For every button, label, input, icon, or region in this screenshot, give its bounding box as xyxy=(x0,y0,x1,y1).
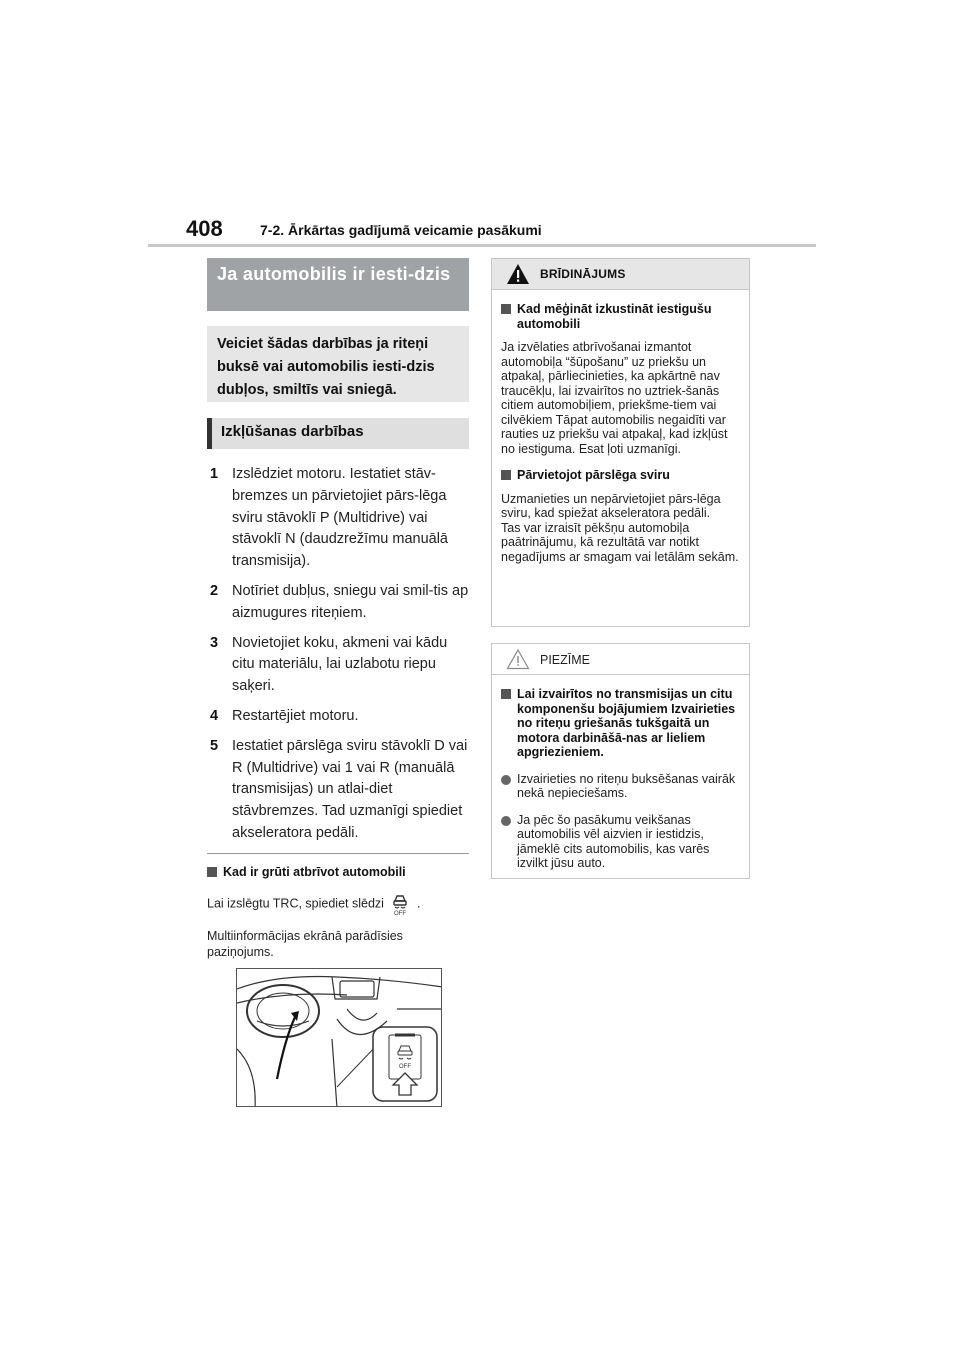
section-title: Ja automobilis ir iesti-dzis xyxy=(207,258,469,311)
step-number: 5 xyxy=(210,737,219,754)
notice-box xyxy=(491,643,750,879)
step-number: 3 xyxy=(210,634,219,651)
step-text: Izslēdziet motoru. Iestatiet stāv-bremzes un pārvietojiet pārs-lēga sviru stāvoklī P (Multidrive) vai stāvoklī N (daudzrežīmu manuālā transmisija). xyxy=(232,466,448,570)
warning-title: BRĪDINĀJUMS xyxy=(540,267,626,281)
subheading xyxy=(207,418,469,449)
svg-text:OFF: OFF xyxy=(399,1064,411,1070)
lead-text: Veiciet šādas darbības ja riteņi buksē vai automobilis iesti-dzis dubļos, smiltīs vai sniegā. xyxy=(207,326,469,402)
square-bullet-icon xyxy=(501,470,511,480)
square-bullet-icon xyxy=(501,304,511,314)
subheading-bar xyxy=(207,418,212,449)
square-bullet-icon xyxy=(501,689,511,699)
round-bullet-icon xyxy=(501,775,511,785)
warning-heading-2: Pārvietojot pārslēga sviru xyxy=(501,468,742,483)
square-bullet-icon xyxy=(207,867,217,877)
note-heading: Kad ir grūti atbrīvot automobili xyxy=(207,864,469,880)
step-number: 4 xyxy=(210,707,219,724)
step-number: 1 xyxy=(210,466,219,482)
step-number: 2 xyxy=(210,582,219,599)
section-divider xyxy=(207,853,469,854)
step-text: Restartējiet motoru. xyxy=(232,707,359,724)
subheading-text: Izkļūšanas darbības xyxy=(221,423,364,440)
switch-callout xyxy=(373,1027,437,1101)
warning-title-bar xyxy=(492,259,749,290)
caution-triangle-icon xyxy=(506,648,530,670)
step-text: Notīriet dubļus, sniegu vai smil-tis ap aizmugures riteņiem. xyxy=(232,582,469,621)
steps-list xyxy=(207,464,469,845)
notice-bullet-1: Izvairieties no riteņu buksēšanas vairāk nekā nepieciešams. xyxy=(501,772,742,801)
right-column xyxy=(491,258,750,879)
warning-text-2: Uzmanieties un nepārvietojiet pārs-lēga sviru, kad spiežat akseleratora pedāli. xyxy=(501,491,721,520)
warning-heading-1: Kad mēģināt izkustināt iestigušu automobili xyxy=(501,302,742,331)
note-paragraph-2: Multiinformācijas ekrānā parādīsies paziņojums. xyxy=(207,928,403,959)
note-paragraph: Lai izslēgtu TRC, spiediet slēdzi OFF . xyxy=(207,892,469,916)
step-item xyxy=(207,706,469,728)
dashboard-illustration xyxy=(236,968,442,1107)
warning-text-3: Tas var izraisīt pēkšņu automobiļa paātrinājumu, kā rezultātā var notikt negadījums ar smagam vai letālām sekām. xyxy=(501,520,739,564)
warning-triangle-icon xyxy=(506,263,530,285)
header-rule xyxy=(148,244,816,247)
warning-text-1: Ja izvēlaties atbrīvošanai izmantot automobiļa “šūpošanu” uz priekšu un atpakaļ, pārliecinieties, ka apkārtnē nav traucēkļu, lai izvairītos no uztriek-šanās citiem automobiļiem, priekšme-tiem vai cilvēkiem Tāpat automobilis negaidīti var rauties uz priekšu vai atpakaļ, kad izkļūst no iestiguma. Esat ļoti uzmanīgi. xyxy=(501,340,728,456)
step-item xyxy=(207,633,469,698)
svg-text:OFF: OFF xyxy=(394,910,407,916)
steering-wheel-icon xyxy=(247,985,319,1037)
dashboard-drawing xyxy=(237,969,442,1107)
warning-box xyxy=(491,258,750,627)
chapter-title: 7-2. Ārkārtas gadījumā veicamie pasākumi xyxy=(260,222,542,238)
step-item xyxy=(207,736,469,845)
step-item xyxy=(207,581,469,625)
step-text: Novietojiet koku, akmeni vai kādu citu materiālu, lai uzlabotu riepu saķeri. xyxy=(232,634,448,695)
notice-title-bar xyxy=(492,644,749,675)
round-bullet-icon xyxy=(501,816,511,826)
step-item xyxy=(207,464,469,573)
notice-bullet-2: Ja pēc šo pasākumu veikšanas automobilis vēl aizvien ir iestidzis, jāmeklē cits automobilis, kas varēs izvilkt jūsu auto. xyxy=(501,813,742,871)
trc-off-icon xyxy=(389,892,411,916)
notice-heading: Lai izvairītos no transmisijas un citu komponenšu bojājumiem Izvairieties no riteņu griešanās tukšgaitā un motora darbināšā-nas ar lieliem apgriezieniem. xyxy=(501,687,742,760)
notice-title: PIEZĪME xyxy=(540,653,591,667)
page-number: 408 xyxy=(186,216,223,241)
page-header xyxy=(186,212,816,246)
left-column xyxy=(207,258,469,960)
step-text: Iestatiet pārslēga sviru stāvoklī D vai R (Multidrive) vai 1 vai R (manuālā transmisijas) un atlai-diet stāvbremzes. Tad uzmanīgi spiediet akseleratora pedāli. xyxy=(232,737,468,841)
